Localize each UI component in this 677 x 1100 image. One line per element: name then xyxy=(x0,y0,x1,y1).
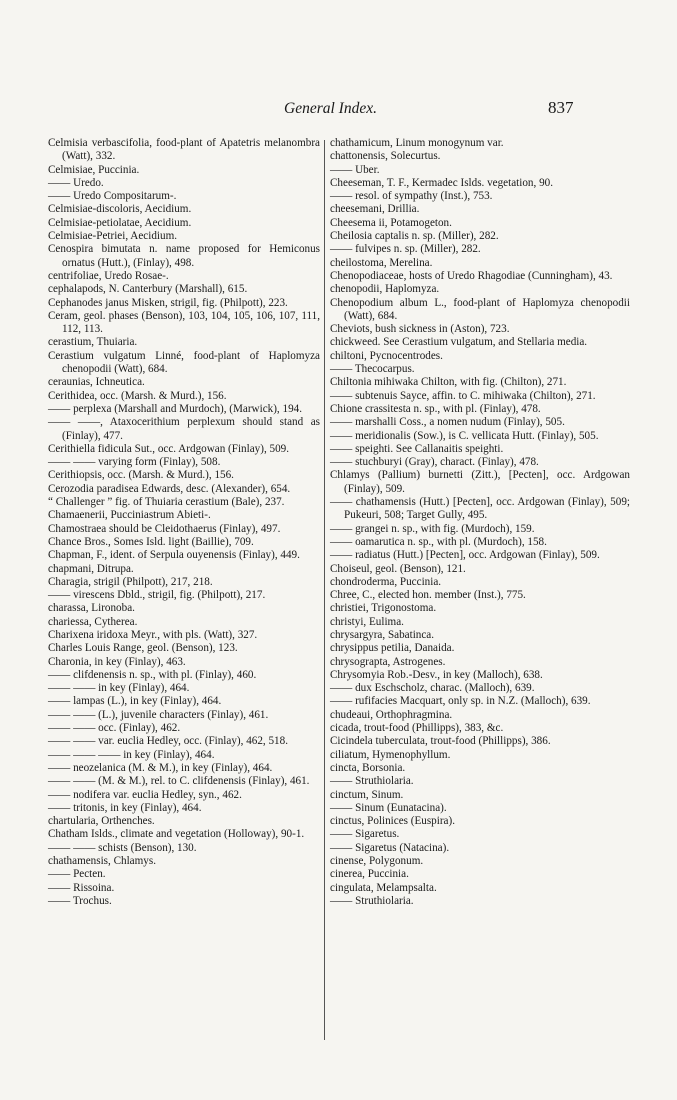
index-entry: Cerithiella fidicula Sut., occ. Ardgowan (Finlay), 509. xyxy=(48,442,290,455)
index-entry: Chiltonia mihiwaka Chilton, with fig. (Chilton), 271. xyxy=(330,376,567,389)
index-entry: chattonensis, Solecurtus. xyxy=(330,150,441,163)
index-entry: cheesemani, Drillia. xyxy=(330,203,420,216)
index-entry: —— ——, Ataxocerithium perplexum should stand as (Finlay), 477. xyxy=(48,416,320,442)
index-entry: Cerithidea, occ. (Marsh. & Murd.), 156. xyxy=(48,389,227,402)
index-entry: Chlamys (Pallium) burnetti (Zitt.), [Pecten], occ. Ardgowan (Finlay), 509. xyxy=(330,469,630,495)
page-number: 837 xyxy=(548,98,574,117)
index-entry: chariessa, Cytherea. xyxy=(48,615,138,628)
index-entry: Chenopodium album L., food-plant of Haplomyza chenopodii (Watt), 684. xyxy=(330,296,630,322)
index-entry: —— perplexa (Marshall and Murdoch), (Marwick), 194. xyxy=(48,402,302,415)
index-entry: Celmisiae, Puccinia. xyxy=(48,163,140,176)
left-column xyxy=(48,137,320,908)
index-entry: Celmisiae-Petriei, Aecidium. xyxy=(48,230,178,243)
index-entry: —— —— (M. & M.), rel. to C. clifdenensis (Finlay), 461. xyxy=(48,775,310,788)
index-entry: chudeaui, Orthophragmina. xyxy=(330,708,453,721)
index-entry: cingulata, Melampsalta. xyxy=(330,881,437,894)
index-entry: cicada, trout-food (Phillipps), 383, &c. xyxy=(330,722,504,735)
index-entry: cephalapods, N. Canterbury (Marshall), 615. xyxy=(48,283,248,296)
page-header xyxy=(0,98,677,122)
index-entry: chondroderma, Puccinia. xyxy=(330,575,442,588)
index-entry: Chenopodiaceae, hosts of Uredo Rhagodiae (Cunningham), 43. xyxy=(330,269,613,282)
index-entry: Charixena iridoxa Meyr., with pls. (Watt), 327. xyxy=(48,628,258,641)
index-entry: cinense, Polygonum. xyxy=(330,855,424,868)
index-entry: —— fulvipes n. sp. (Miller), 282. xyxy=(330,243,481,256)
index-entry: Cicindela tuberculata, trout-food (Phillipps), 386. xyxy=(330,735,551,748)
index-entry: Chamaenerii, Pucciniastrum Abieti-. xyxy=(48,509,211,522)
index-entry: —— Struthiolaria. xyxy=(330,775,414,788)
index-entry: —— Rissoina. xyxy=(48,881,115,894)
index-entry: cinerea, Puccinia. xyxy=(330,868,409,881)
index-entry: cincta, Borsonia. xyxy=(330,761,406,774)
index-entry: —— Uber. xyxy=(330,163,380,176)
index-entry: Chree, C., elected hon. member (Inst.), 775. xyxy=(330,589,526,602)
index-entry: chrysippus petilia, Danaida. xyxy=(330,642,455,655)
index-entry: —— —— occ. (Finlay), 462. xyxy=(48,722,181,735)
index-entry: chrysograpta, Astrogenes. xyxy=(330,655,446,668)
index-entry: —— neozelanica (M. & M.), in key (Finlay), 464. xyxy=(48,761,273,774)
index-entry: Ceram, geol. phases (Benson), 103, 104, 105, 106, 107, 111, 112, 113. xyxy=(48,309,320,336)
index-entry: —— virescens Dbld., strigil, fig. (Philpott), 217. xyxy=(48,589,266,602)
index-entry: chapmani, Ditrupa. xyxy=(48,562,134,575)
index-entry: Cheviots, bush sickness in (Aston), 723. xyxy=(330,323,510,336)
index-entry: —— Uredo Compositarum-. xyxy=(48,190,177,203)
index-entry: christyi, Eulima. xyxy=(330,615,404,628)
index-entry: —— clifdenensis n. sp., with pl. (Finlay), 460. xyxy=(48,668,257,681)
index-entry: Charles Louis Range, geol. (Benson), 123. xyxy=(48,642,238,655)
index-entry: Cerithiopsis, occ. (Marsh. & Murd.), 156. xyxy=(48,469,234,482)
index-entry: centrifoliae, Uredo Rosae-. xyxy=(48,269,169,282)
index-entry: —— meridionalis (Sow.), is C. vellicata Hutt. (Finlay), 505. xyxy=(330,429,599,442)
index-entry: —— lampas (L.), in key (Finlay), 464. xyxy=(48,695,222,708)
index-entry: —— —— —— in key (Finlay), 464. xyxy=(48,748,215,761)
index-entry: Cephanodes janus Misken, strigil, fig. (Philpott), 223. xyxy=(48,296,288,309)
index-entry: Cenospira bimutata n. name proposed for Hemiconus ornatus (Hutt.), (Finlay), 498. xyxy=(48,243,320,269)
index-entry: Chrysomyia Rob.-Desv., in key (Malloch), 638. xyxy=(330,668,543,681)
index-entry: —— grangei n. sp., with fig. (Murdoch), 159. xyxy=(330,522,535,535)
index-entry: Cerastium vulgatum Linné, food-plant of Haplomyza chenopodii (Watt), 684. xyxy=(48,349,320,376)
index-entry: ciliatum, Hymenophyllum. xyxy=(330,748,451,761)
index-entry: Choiseul, geol. (Benson), 121. xyxy=(330,562,466,575)
index-entry: —— tritonis, in key (Finlay), 464. xyxy=(48,801,202,814)
index-entry: chiltoni, Pycnocentrodes. xyxy=(330,349,443,362)
index-entry: chrysargyra, Sabatinca. xyxy=(330,628,435,641)
index-entry: chickweed. See Cerastium vulgatum, and Stellaria media. xyxy=(330,336,588,349)
index-entry: Celmisiae-discoloris, Aecidium. xyxy=(48,203,192,216)
index-entry: Chapman, F., ident. of Serpula ouyenensis (Finlay), 449. xyxy=(48,549,300,562)
index-entry: —— Struthiolaria. xyxy=(330,894,414,907)
index-entry: —— stuchburyi (Gray), charact. (Finlay), 478. xyxy=(330,456,539,469)
index-entry: Chatham Islds., climate and vegetation (Holloway), 90-1. xyxy=(48,828,305,841)
index-entry: Chance Bros., Somes Isld. light (Baillie), 709. xyxy=(48,535,254,548)
index-entry: Cheilosia captalis n. sp. (Miller), 282. xyxy=(330,230,499,243)
index-entry: Chione crassitesta n. sp., with pl. (Finlay), 478. xyxy=(330,402,541,415)
index-entry: chathamensis, Chlamys. xyxy=(48,855,156,868)
index-entry: chenopodii, Haplomyza. xyxy=(330,283,440,296)
index-entry: —— nodifera var. euclia Hedley, syn., 462. xyxy=(48,788,242,801)
index-entry: —— Sigaretus. xyxy=(330,828,400,841)
index-entry: cinctus, Polinices (Euspira). xyxy=(330,815,455,828)
index-entry: —— dux Eschscholz, charac. (Malloch), 639. xyxy=(330,682,535,695)
index-entry: —— Uredo. xyxy=(48,176,104,189)
index-entry: —— Sigaretus (Natacina). xyxy=(330,841,450,854)
index-entry: —— rufifacies Macquart, only sp. in N.Z. (Malloch), 639. xyxy=(330,695,591,708)
index-entry: —— —— varying form (Finlay), 508. xyxy=(48,456,221,469)
index-entry: —— —— schists (Benson), 130. xyxy=(48,841,197,854)
index-entry: —— chathamensis (Hutt.) [Pecten], occ. Ardgowan (Finlay), 509; Pukeuri, 508; Target Gully, 495. xyxy=(330,496,630,522)
index-entry: chathamicum, Linum monogynum var. xyxy=(330,137,504,149)
column-divider xyxy=(324,140,325,1040)
index-entry: —— Trochus. xyxy=(48,894,112,907)
index-entry: charassa, Lironoba. xyxy=(48,602,135,615)
index-entry: —— Pecten. xyxy=(48,868,106,881)
index-entry: Charagia, strigil (Philpott), 217, 218. xyxy=(48,575,213,588)
index-entry: Charonia, in key (Finlay), 463. xyxy=(48,655,186,668)
index-entry: Chamostraea should be Cleidothaerus (Finlay), 497. xyxy=(48,522,281,535)
index-entry: —— —— var. euclia Hedley, occ. (Finlay), 462, 518. xyxy=(48,735,288,748)
index-entry: —— radiatus (Hutt.) [Pecten], occ. Ardgowan (Finlay), 509. xyxy=(330,549,600,562)
running-title: General Index. xyxy=(284,100,377,117)
index-entry: —— —— in key (Finlay), 464. xyxy=(48,682,190,695)
index-entry: Cerozodia paradisea Edwards, desc. (Alexander), 654. xyxy=(48,482,291,495)
index-entry: —— marshalli Coss., a nomen nudum (Finlay), 505. xyxy=(330,416,565,429)
index-entry: ceraunias, Ichneutica. xyxy=(48,376,145,389)
index-entry: cerastium, Thuiaria. xyxy=(48,336,138,349)
right-column xyxy=(330,137,630,908)
index-entry: Celmisiae-petiolatae, Aecidium. xyxy=(48,216,192,229)
index-entry: Cheesema ii, Potamogeton. xyxy=(330,216,452,229)
index-entry: “ Challenger ” fig. of Thuiaria cerastium (Bale), 237. xyxy=(48,496,285,509)
index-entry: cheilostoma, Merelina. xyxy=(330,256,433,269)
index-entry: —— oamarutica n. sp., with pl. (Murdoch), 158. xyxy=(330,535,547,548)
index-entry: chartularia, Orthenches. xyxy=(48,815,155,828)
index-entry: —— Sinum (Eunatacina). xyxy=(330,801,447,814)
index-entry: —— —— (L.), juvenile characters (Finlay), 461. xyxy=(48,708,269,721)
index-entry: —— speighti. See Callanaitis speighti. xyxy=(330,442,504,455)
index-entry: Cheeseman, T. F., Kermadec Islds. vegetation, 90. xyxy=(330,176,553,189)
index-entry: Celmisia verbascifolia, food-plant of Apatetris melanombra (Watt), 332. xyxy=(48,137,320,163)
index-entry: —— Thecocarpus. xyxy=(330,363,415,376)
index-entry: —— resol. of sympathy (Inst.), 753. xyxy=(330,190,493,203)
index-entry: christiei, Trigonostoma. xyxy=(330,602,437,615)
index-entry: cinctum, Sinum. xyxy=(330,788,404,801)
index-entry: —— subtenuis Sayce, affin. to C. mihiwaka (Chilton), 271. xyxy=(330,389,596,402)
